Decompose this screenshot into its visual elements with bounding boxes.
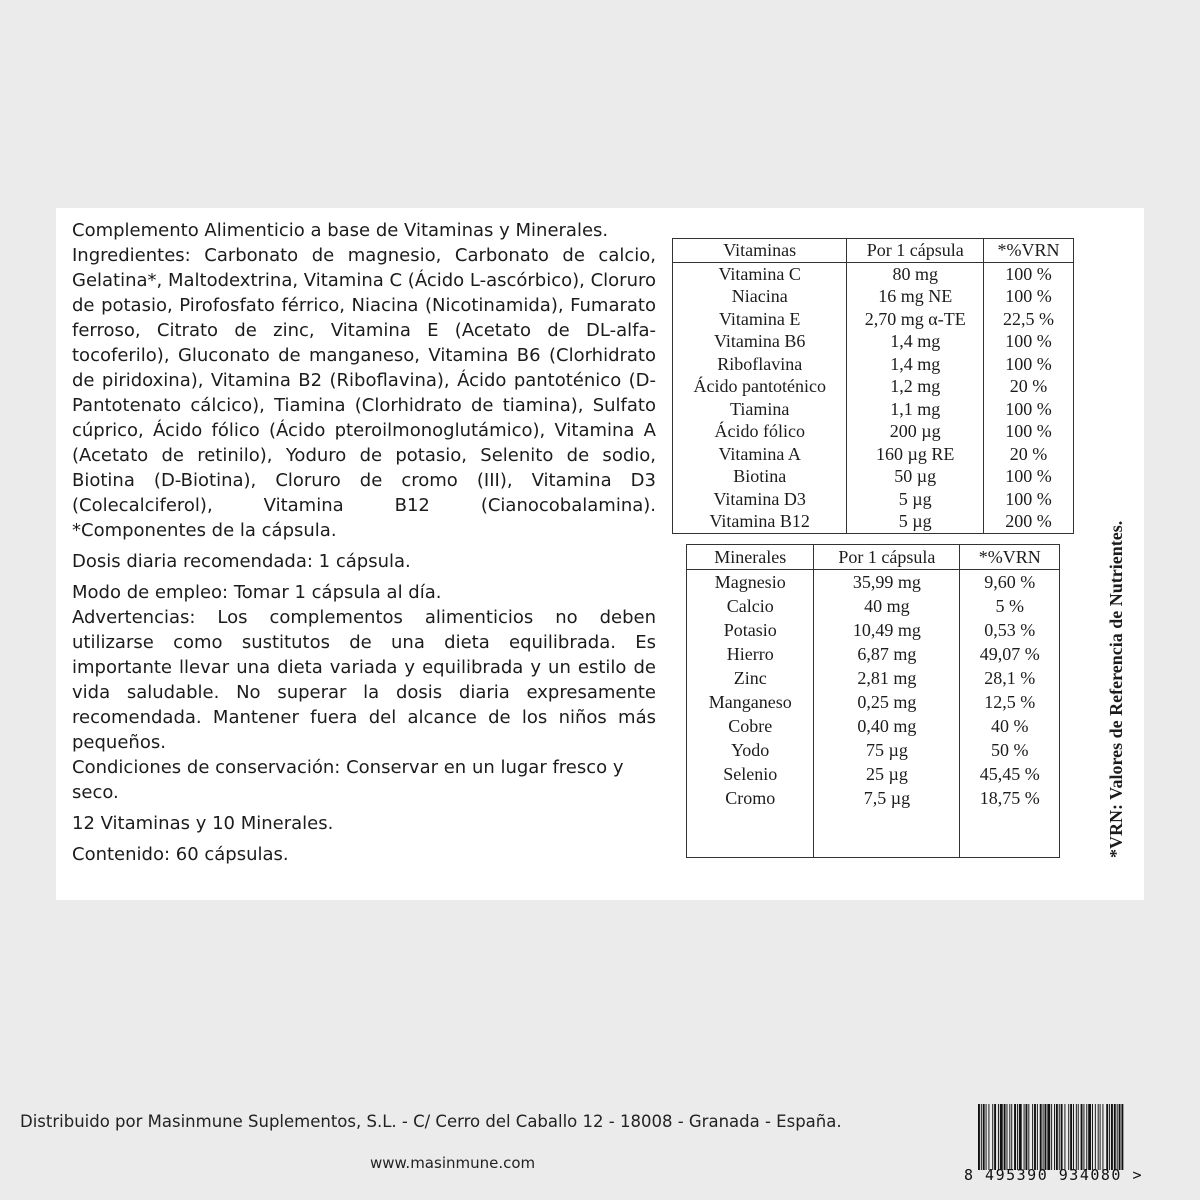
barcode-bar [994, 1104, 996, 1170]
table-cell: 25 µg [814, 762, 960, 786]
table-cell: Yodo [687, 738, 814, 762]
barcode-bar [1043, 1104, 1044, 1170]
table-cell: 5 µg [847, 488, 984, 511]
barcode-bar [1073, 1104, 1074, 1170]
table-cell: 45,45 % [960, 762, 1060, 786]
storage-text: Condiciones de conservación: Conservar en un lugar fresco y seco. [72, 757, 624, 803]
table-cell: Cobre [687, 714, 814, 738]
barcode-bar [998, 1104, 999, 1170]
barcode-bar [1117, 1104, 1118, 1170]
product-title: Complemento Alimenticio a base de Vitaminas y Minerales. [72, 220, 609, 241]
barcode-bar [1026, 1104, 1028, 1170]
table-cell: 100 % [984, 285, 1074, 308]
table-cell: 100 % [984, 398, 1074, 421]
ingredients-text: Ingredientes: Carbonato de magnesio, Carbonato de calcio, Gelatina*, Maltodextrina, Vitamina C (Ácido L-ascórbico), Cloruro de potasio, Pirofosfato férrico, Niacina (Nicotinamida), Fumarato ferroso, Citrato de zinc, Vitamina E (Acetato de DL-alfa-tocoferilo), Gluconato de manganeso, Vitamina B6 (Clorhidrato de piridoxina), Vitamina B2 (Riboflavina), Ácido pantoténico (D-Pantotenato cálcico), Tiamina (Clorhidrato de tiamina), Sulfato cúprico, Ácido fólico (Ácido pteroilmonoglutámico), Vitamina A (Acetato de retinilo), Yoduro de potasio, Selenito de sodio, Biotina (D-Biotina), Cloruro de cromo (III), Vitamina D3 (Colecalciferol), Vitamina B12 (Cianocobalamina). *Componentes de la cápsula. [72, 245, 657, 541]
barcode-bar [1059, 1104, 1060, 1170]
barcode-bar [1054, 1104, 1055, 1170]
barcode-bar [1086, 1104, 1087, 1170]
barcode-bar [1051, 1104, 1052, 1170]
table-cell: 50 µg [847, 465, 984, 488]
barcode-bar [1092, 1104, 1093, 1170]
table-cell: 0,53 % [960, 618, 1060, 642]
table-cell: Vitamina D3 [673, 488, 847, 511]
barcode-bar [1014, 1104, 1016, 1170]
table-row [673, 465, 1074, 488]
column-header: *%VRN [984, 239, 1074, 263]
barcode-bar [983, 1104, 985, 1170]
table-cell: 100 % [984, 330, 1074, 353]
table-cell: 100 % [984, 262, 1074, 285]
barcode-bar [1056, 1104, 1058, 1170]
barcode-bar [1106, 1104, 1108, 1170]
minerals-table [686, 544, 1060, 858]
table-cell: Cromo [687, 786, 814, 810]
barcode-bar [1011, 1104, 1012, 1170]
barcode-bar [1000, 1104, 1003, 1170]
table-row [687, 786, 1060, 810]
barcode-bar [1100, 1104, 1101, 1170]
table-row [673, 510, 1074, 533]
vrn-footnote: *VRN: Valores de Referencia de Nutrientes. [1106, 520, 1126, 858]
barcode-bar [1028, 1104, 1029, 1170]
table-cell: 1,4 mg [847, 330, 984, 353]
barcode-number: 8 495390 934080 > [964, 1166, 1144, 1184]
table-header-row [673, 239, 1074, 263]
table-cell: 1,4 mg [847, 353, 984, 376]
table-cell: 80 mg [847, 262, 984, 285]
barcode-bar [1037, 1104, 1038, 1170]
barcode-bar [1061, 1104, 1063, 1170]
table-cell: 35,99 mg [814, 570, 960, 595]
table-row [673, 375, 1074, 398]
table-cell: 20 % [984, 443, 1074, 466]
dosage-text: Dosis diaria recomendada: 1 cápsula. [72, 551, 411, 572]
table-cell: 49,07 % [960, 642, 1060, 666]
barcode-bar [986, 1104, 987, 1170]
barcode-bar [1114, 1104, 1116, 1170]
table-cell: Vitamina A [673, 443, 847, 466]
website-url: www.masinmune.com [370, 1154, 536, 1172]
table-cell: 40 mg [814, 594, 960, 618]
barcode-bar [1007, 1104, 1008, 1170]
table-cell: 20 % [984, 375, 1074, 398]
barcode-bar [1102, 1104, 1103, 1170]
barcode-bar [1083, 1104, 1084, 1170]
label-panel [56, 208, 1144, 900]
column-header: Por 1 cápsula [814, 545, 960, 570]
table-cell: 9,60 % [960, 570, 1060, 595]
table-row [687, 714, 1060, 738]
barcode-bar [992, 1104, 993, 1170]
column-header: *%VRN [960, 545, 1060, 570]
table-cell: 5 % [960, 594, 1060, 618]
table-cell: Vitamina B12 [673, 510, 847, 533]
table-row [687, 666, 1060, 690]
table-cell: 28,1 % [960, 666, 1060, 690]
table-cell: 200 % [984, 510, 1074, 533]
barcode-bar [1064, 1104, 1065, 1170]
table-cell: 75 µg [814, 738, 960, 762]
barcode-bar [1076, 1104, 1077, 1170]
table-cell: 7,5 µg [814, 786, 960, 810]
column-header: Por 1 cápsula [847, 239, 984, 263]
barcode-bar [1081, 1104, 1083, 1170]
column-header: Vitaminas [673, 239, 847, 263]
barcode-bar [1070, 1104, 1072, 1170]
table-row [687, 642, 1060, 666]
table-header-row [687, 545, 1060, 570]
warnings-text: Advertencias: Los complementos alimenticios no deben utilizarse como sustitutos de una dieta equilibrada. Es importante llevar una dieta variada y equilibrada y un estilo de vida saludable. No superar la dosis diaria expresamente recomendada. Mantener fuera del alcance de los niños más pequeños. [72, 607, 656, 753]
table-cell: Manganeso [687, 690, 814, 714]
table-row [673, 420, 1074, 443]
table-cell: 22,5 % [984, 308, 1074, 331]
barcode-bar [981, 1104, 982, 1170]
table-cell: Ácido fólico [673, 420, 847, 443]
product-text-block [72, 218, 656, 867]
content-text: Contenido: 60 cápsulas. [72, 844, 289, 865]
table-row [687, 570, 1060, 595]
table-cell: Tiamina [673, 398, 847, 421]
table-cell: Vitamina B6 [673, 330, 847, 353]
table-cell-empty [814, 810, 960, 858]
table-row [687, 618, 1060, 642]
table-cell: 6,87 mg [814, 642, 960, 666]
table-row [687, 690, 1060, 714]
table-cell: 50 % [960, 738, 1060, 762]
barcode-bar [1040, 1104, 1042, 1170]
table-row [687, 762, 1060, 786]
table-cell: 100 % [984, 420, 1074, 443]
table-cell-empty [687, 810, 814, 858]
table-row [673, 398, 1074, 421]
table-cell: 2,81 mg [814, 666, 960, 690]
table-cell: 100 % [984, 488, 1074, 511]
table-cell: Vitamina E [673, 308, 847, 331]
table-cell: 100 % [984, 353, 1074, 376]
table-cell: 40 % [960, 714, 1060, 738]
table-cell: Biotina [673, 465, 847, 488]
table-row [687, 594, 1060, 618]
table-cell: Zinc [687, 666, 814, 690]
table-cell: 160 µg RE [847, 443, 984, 466]
vitamins-table [672, 238, 1074, 534]
barcode-bar [1121, 1104, 1123, 1170]
table-cell: Magnesio [687, 570, 814, 595]
table-row [673, 330, 1074, 353]
barcode-bar [988, 1104, 989, 1170]
table-cell: 18,75 % [960, 786, 1060, 810]
table-cell: Potasio [687, 618, 814, 642]
table-cell: Niacina [673, 285, 847, 308]
table-filler-row [687, 810, 1060, 858]
table-row [673, 285, 1074, 308]
table-cell: 100 % [984, 465, 1074, 488]
table-cell: 0,40 mg [814, 714, 960, 738]
table-cell: 10,49 mg [814, 618, 960, 642]
barcode-bar [1078, 1104, 1079, 1170]
barcode-bar [1032, 1104, 1033, 1170]
table-cell: Selenio [687, 762, 814, 786]
barcode-bar [1019, 1104, 1022, 1170]
barcode-bar [1119, 1104, 1121, 1170]
barcode-bar [1034, 1104, 1036, 1170]
barcode-bar [1109, 1104, 1110, 1170]
barcode-bar [1009, 1104, 1010, 1170]
table-cell: 1,2 mg [847, 375, 984, 398]
barcode-bar [978, 1104, 980, 1170]
table-row [673, 308, 1074, 331]
barcode-bar [1017, 1104, 1018, 1170]
table-row [673, 488, 1074, 511]
table-cell: Calcio [687, 594, 814, 618]
barcode [958, 1100, 1190, 1192]
barcode-bar [1004, 1104, 1006, 1170]
table-row [673, 353, 1074, 376]
table-row [673, 443, 1074, 466]
table-cell: Vitamina C [673, 262, 847, 285]
table-cell: 2,70 mg α-TE [847, 308, 984, 331]
barcode-bar [1088, 1104, 1091, 1170]
barcode-bar [1098, 1104, 1099, 1170]
table-cell: 200 µg [847, 420, 984, 443]
table-cell: 0,25 mg [814, 690, 960, 714]
barcode-bar [1024, 1104, 1025, 1170]
table-cell: 12,5 % [960, 690, 1060, 714]
table-row [687, 738, 1060, 762]
vitamins-minerals-count: 12 Vitaminas y 10 Minerales. [72, 813, 334, 834]
column-header: Minerales [687, 545, 814, 570]
table-cell: 1,1 mg [847, 398, 984, 421]
usage-text: Modo de empleo: Tomar 1 cápsula al día. [72, 582, 442, 603]
table-cell: Hierro [687, 642, 814, 666]
barcode-bars [978, 1104, 1178, 1170]
barcode-bar [1045, 1104, 1047, 1170]
table-cell: 16 mg NE [847, 285, 984, 308]
table-cell: Ácido pantoténico [673, 375, 847, 398]
table-cell: 5 µg [847, 510, 984, 533]
barcode-bar [1095, 1104, 1096, 1170]
barcode-bar [1111, 1104, 1113, 1170]
table-row [673, 262, 1074, 285]
distributor-text: Distribuido por Masinmune Suplementos, S.L. - C/ Cerro del Caballo 12 - 18008 - Granada - España. [20, 1112, 842, 1131]
table-cell: Riboflavina [673, 353, 847, 376]
barcode-bar [1047, 1104, 1050, 1170]
table-cell-empty [960, 810, 1060, 858]
barcode-bar [1068, 1104, 1069, 1170]
